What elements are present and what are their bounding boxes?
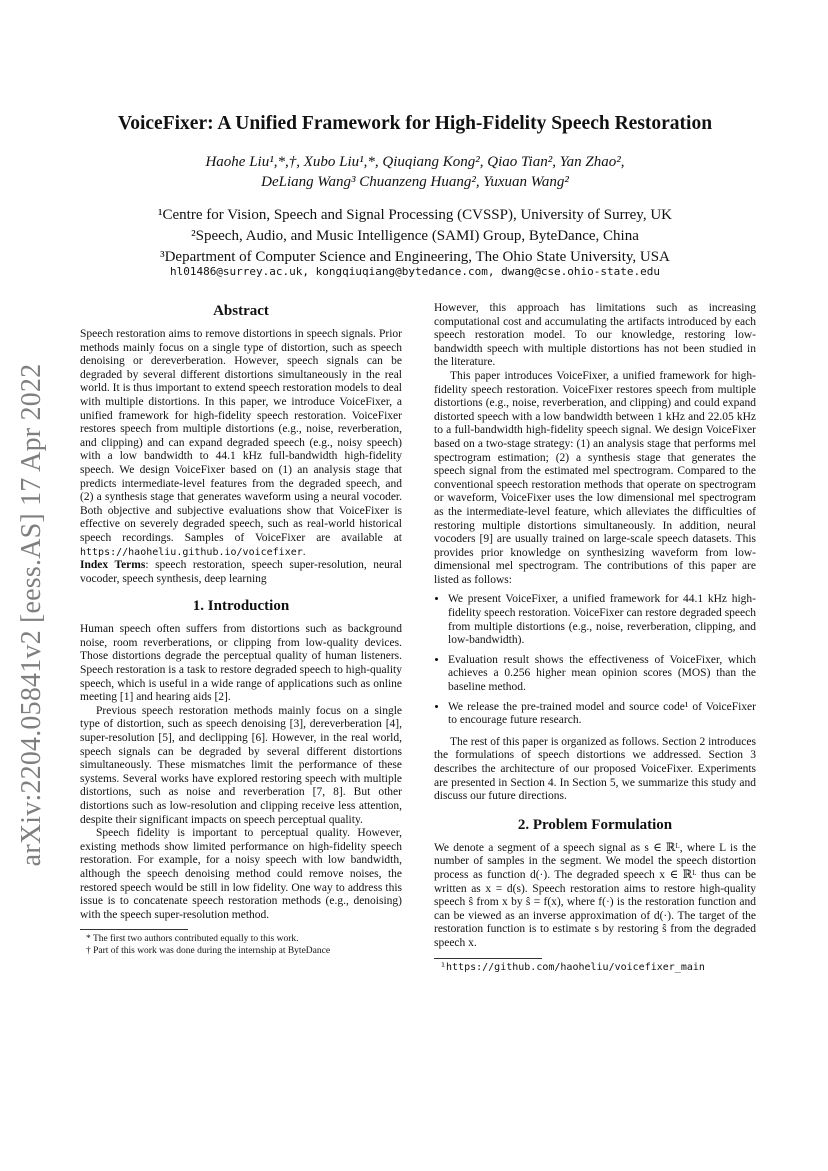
index-terms-text: : speech restoration, speech super-resolution, neural vocoder, speech synthesis, deep learning [80, 559, 403, 585]
arxiv-id: arXiv:2204.05841v2 [eess.AS] 17 Apr 2022 [16, 363, 47, 867]
authors-line-1: Haohe Liu¹,*,†, Xubo Liu¹,*, Qiuqiang Kong², Qiao Tian², Yan Zhao², [205, 154, 625, 170]
contribution-item: • We release the pre-trained model and source code¹ of VoiceFixer to encourage future research. [448, 701, 756, 728]
contribution-item: • We present VoiceFixer, a unified framework for 44.1 kHz high-fidelity speech restoration. VoiceFixer can restore degraded speech from multiple distortions (e.g., noise, reverberation, clipping, and low-bandwidth). [448, 593, 756, 647]
intro-paragraph-3: Speech fidelity is important to perceptual quality. However, existing methods show limited performance on high-fidelity speech restoration. For example, for a noisy speech with low bandwidth, although the speech denoising method could remove noises, the restored speech would be still in low fidelity. One way to address this issue is to concatenate speech restoration methods (e.g., denoising) with the speech super-resolution method. [80, 827, 402, 921]
footnote-rule [434, 958, 542, 959]
samples-link[interactable]: https://haoheliu.github.io/voicefixer [80, 546, 303, 558]
contributions-list [434, 593, 756, 727]
footnote-internship: † Part of this work was done during the internship at ByteDance [86, 946, 331, 957]
right-paragraph-2: This paper introduces VoiceFixer, a unified framework for high-fidelity speech restoration. VoiceFixer restores speech from multiple distortions (e.g., noise, reverberation, and clipping) and could expand distorted speech with a low bandwidth between 1 kHz and 22.05 kHz to a full-bandwidth high-fidelity speech signal. We design VoiceFixer based on a two-stage strategy: (1) an analysis stage that performs mel spectrogram estimation; (2) a synthesis stage that generates the speech signal from the estimated mel spectrogram. Compared to the conventional speech restoration methods that operate on spectrogram or waveform, VoiceFixer uses the low dimensional mel spectrogram as the intermediate-level feature, which alleviates the difficulties of restoring multiple distortions simultaneously. In addition, neural vocoders [9] are usually trained on large-scale speech datasets. This provides prior knowledge on synthesizing waveform from low-dimensional mel spectrogram. The contributions of this paper are listed as follows: [434, 369, 756, 586]
abstract-heading: Abstract [213, 303, 269, 319]
paper-title: VoiceFixer: A Unified Framework for High-Fidelity Speech Restoration [117, 113, 713, 134]
right-column [434, 302, 756, 974]
right-paragraph-1: However, this approach has limitations such as increasing computational cost and accumulating the artifacts introduced by each speech restoration model. To our knowledge, restoring low-bandwidth speech with multiple distortions has not been studied in the literature. [434, 302, 756, 369]
abstract-text [80, 328, 402, 559]
index-terms-label: Index Terms [80, 559, 146, 572]
intro-heading: 1. Introduction [192, 598, 290, 615]
right-paragraph-3: The rest of this paper is organized as follows. Section 2 introduces the formulations of speech distortions we addressed. Section 3 describes the architecture of our proposed VoiceFixer. Experiments are presented in Section 4. In Section 5, we summarize this study and discuss our future directions. [434, 735, 756, 803]
authors [70, 152, 760, 192]
arxiv-watermark [4, 355, 60, 875]
footnote-equal-contribution: * The first two authors contributed equally to this work. [86, 934, 299, 945]
affiliation-3: ³Department of Computer Science and Engineering, The Ohio State University, USA [160, 249, 670, 265]
section-2-text: We denote a segment of a speech signal as s ∈ ℝᴸ, where L is the number of samples in the segment. We model the speech distortion process as function d(·). The degraded speech x ∈ ℝᴸ thus can be written as x = d(s). Speech restoration aims to restore high-quality speech ŝ from x by ŝ = f(x), where f(·) is the restoration function and can be viewed as an inverse approximation of d(·). The target of the restoration function is to estimate s by restoring ŝ from the degraded speech x. [434, 841, 756, 949]
intro-paragraph-1: Human speech often suffers from distortions such as background noise, room reverberations, or clipping from low-quality devices. Those distortions degrade the perceptual quality of human listeners. Speech restoration is a task to restore degraded speech to high-quality speech, which is useful in a wide range of applications such as online meeting [1] and hearing aids [2]. [80, 623, 402, 704]
abstract-end: . [302, 545, 306, 558]
authors-line-2: DeLiang Wang³ Chuanzeng Huang², Yuxuan Wang² [261, 174, 569, 190]
footnote-rule [80, 929, 188, 930]
affiliations [70, 205, 760, 268]
left-column [80, 302, 402, 957]
affiliation-2: ²Speech, Audio, and Music Intelligence (SAMI) Group, ByteDance, China [191, 228, 639, 244]
section-2-heading: 2. Problem Formulation [517, 816, 673, 833]
index-terms [80, 559, 402, 586]
contribution-item: • Evaluation result shows the effectiveness of VoiceFixer, which achieves a 0.256 higher mean opinion scores (MOS) than the baseline method. [448, 654, 756, 695]
author-emails: hl01486@surrey.ac.uk, kongqiuqiang@bytedance.com, dwang@cse.ohio-state.edu [169, 265, 661, 278]
abstract-body: Speech restoration aims to remove distortions in speech signals. Prior methods mainly focus on a single type of distortion, such as speech denoising or dereverberation. However, speech signals can be degraded by several different distortions simultaneously in the real world. It is thus important to extend speech restoration models to deal with multiple distortions. In this paper, we introduce VoiceFixer, a unified framework for high-fidelity speech restoration. VoiceFixer restores speech from multiple distortions (e.g., noise, reverberation, and clipping) and can expand degraded speech (e.g., noisy speech) with a low bandwidth to 44.1 kHz full-bandwidth high-fidelity speech. We design VoiceFixer based on (1) an analysis stage that predicts intermediate-level features from the degraded speech, and (2) a synthesis stage that generates waveform using a neural vocoder. Both objective and subjective evaluations show that VoiceFixer is effective on severely degraded speech, such as real-world historical speech recordings. Samples of VoiceFixer are available at [80, 328, 402, 544]
affiliation-1: ¹Centre for Vision, Speech and Signal Processing (CVSSP), University of Surrey, UK [158, 207, 672, 223]
footnote-code-link[interactable]: ¹https://github.com/haoheliu/voicefixer_main [440, 961, 705, 973]
intro-paragraph-2: Previous speech restoration methods mainly focus on a single type of distortion, such as speech denoising [3], dereverberation [4], super-resolution [5], and declipping [6]. However, in the real world, speech signals can be degraded by several different distortions simultaneously. These mismatches limit the performance of these systems. Several works have explored restoring speech with multiple distortions, such as noise and reverberation [7, 8]. But other distortions such as low-resolution and clipping receive less attention, despite their significant impacts on speech perceptual quality. [80, 704, 402, 826]
